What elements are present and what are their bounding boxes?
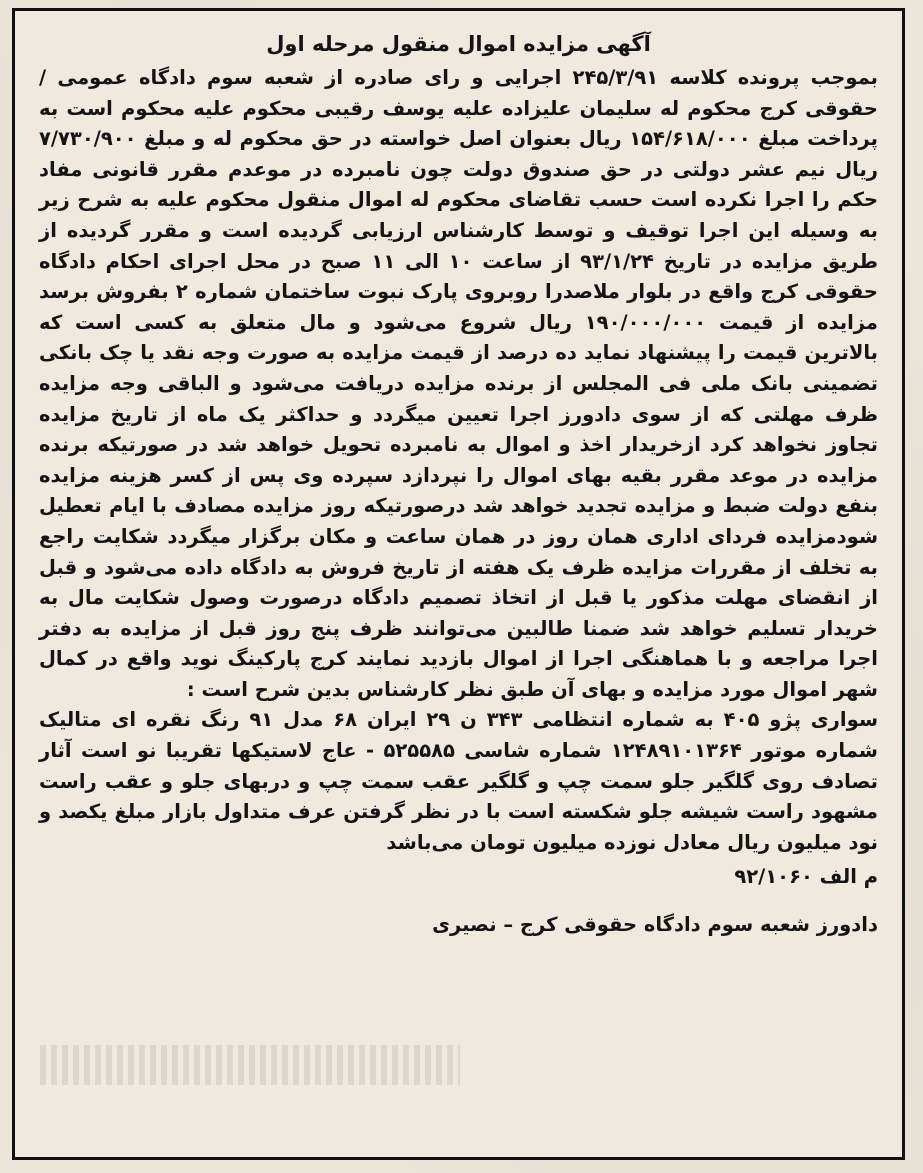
notice-reference-number: م الف ۹۲/۱۰۶۰ bbox=[734, 865, 878, 889]
auction-notice bbox=[12, 8, 905, 1160]
notice-content bbox=[39, 29, 878, 940]
notice-signature: دادورز شعبه سوم دادگاه حقوقی کرج – نصیری bbox=[432, 913, 878, 937]
notice-body-text: بموجب پرونده کلاسه ۲۴۵/۳/۹۱ اجرایی و رای صادره از شعبه سوم دادگاه عمومی / حقوقی کرج محکوم له سلیمان علیزاده علیه یوسف رقیبی محکوم علیه محکوم است به پرداخت مبلغ ۱۵۴/۶۱۸/۰۰۰ ریال بعنوان اصل خواسته در حق محکوم له و مبلغ ۷/۷۳۰/۹۰۰ ریال نیم عشر دولتی در حق صندوق دولت چون نامبرده در موعدم مقرر قانونی مفاد حکم را اجرا نکرده است حسب تقاضای محکوم له اموال منقول محکوم علیه به شرح زیر به وسیله این اجرا توقیف و توسط کارشناس ارزیابی گردیده است و مقرر گردیده از طریق مزایده در تاریخ ۹۳/۱/۲۴ از ساعت ۱۰ الی ۱۱ صبح در محل اجرای احکام دادگاه حقوقی کرج واقع در بلوار ملاصدرا روبروی پارک نبوت ساختمان شماره ۲ بفروش برسد مزایده از قیمت ۱۹۰/۰۰۰/۰۰۰ ریال شروع می‌شود و مال متعلق به کسی است که بالاترین قیمت را پیشنهاد نماید ده درصد از قیمت مزایده به صورت وجه نقد یا چک بانکی تضمینی بانک ملی فی المجلس از برنده مزایده دریافت می‌شود و الباقی وجه مزایده ظرف مهلتی که از سوی دادورز اجرا تعیین میگردد و حداکثر یک ماه از تاریخ مزایده تجاوز نخواهد کرد ازخریدار اخذ و اموال به نامبرده تحویل خواهد شد در صورتیکه برنده مزایده در موعد مقرر بقیه بهای اموال را نپردازد سپرده وی پس از کسر هزینه مزایده بنفع دولت ضبط و مزایده تجدید خواهد شد درصورتیکه روز مزایده مصادف با ایام تعطیل شودمزایده فردای اداری همان روز در همان ساعت و مکان برگزار میگردد شکایت راجع به تخلف از مقررات مزایده ظرف یک هفته از تاریخ فروش به دادگاه داده می‌شود و قبل از انقضای مهلت مذکور یا قبل از اتخاذ تصمیم دادگاه درصورت وصول شکایت مال به خریدار تسلیم خواهد شد ضمنا طالبین می‌توانند ظرف پنج روز قبل از مزایده به دفتر اجرا مراجعه و با هماهنگی اجرا از اموال بازدید نمایند کرج پارکینگ نوید واقع در کمال شهر اموال مورد مزایده و بهای آن طبق نظر کارشناس بدین شرح است : bbox=[39, 66, 879, 701]
notice-title: آگهی مزایده اموال منقول مرحله اول bbox=[266, 32, 651, 56]
bleed-through-texture bbox=[40, 1045, 460, 1085]
auction-item-description: سواری پژو ۴۰۵ به شماره انتظامی ۳۴۳ ن ۲۹ ایران ۶۸ مدل ۹۱ رنگ نقره ای متالیک شماره موتور ۱۲۴۸۹۱۰۱۳۶۴ شماره شاسی ۵۲۵۵۸۵ - عاج لاستیکها تقریبا نو است آثار تصادف روی گلگیر جلو سمت چپ و گلگیر عقب سمت چپ و دربهای جلو و عقب راست مشهود راست شیشه جلو شکسته است با در نظر گرفتن عرف متداول بازار مبلغ یکصد و نود میلیون ریال معادل نوزده میلیون تومان می‌باشد bbox=[39, 708, 878, 854]
